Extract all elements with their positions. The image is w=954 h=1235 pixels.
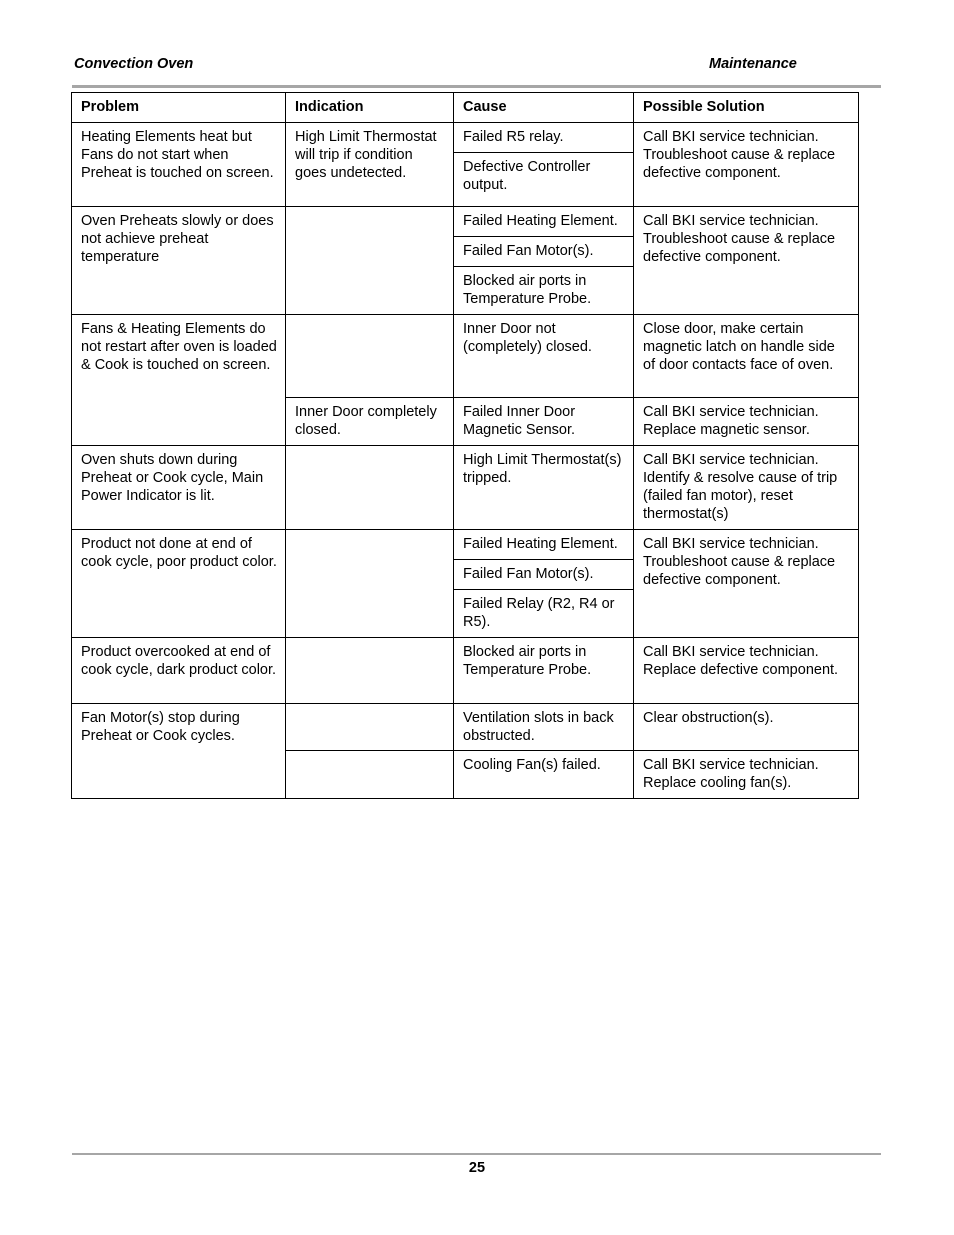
table-row: [72, 704, 859, 751]
table-row: [72, 530, 859, 560]
cause-cell: Blocked air ports in Temperature Probe.: [454, 267, 634, 315]
header-section: Maintenance: [709, 56, 797, 72]
table-row: [72, 123, 859, 153]
cause-cell: Defective Controller output.: [454, 153, 634, 207]
problem-cell: Product overcooked at end of cook cycle, dark product color.: [72, 638, 286, 704]
column-header-problem: Problem: [72, 93, 286, 123]
page-number: 25: [468, 1160, 486, 1176]
cause-cell: Failed Relay (R2, R4 or R5).: [454, 590, 634, 638]
cause-cell: Cooling Fan(s) failed.: [454, 751, 634, 799]
solution-cell: Call BKI service technician. Replace magnetic sensor.: [634, 398, 859, 446]
indication-cell: [286, 638, 454, 704]
table-row: [72, 638, 859, 704]
problem-cell: Oven shuts down during Preheat or Cook cycle, Main Power Indicator is lit.: [72, 446, 286, 530]
solution-cell: Call BKI service technician. Replace defective component.: [634, 638, 859, 704]
solution-cell: Call BKI service technician. Troubleshoot cause & replace defective component.: [634, 207, 859, 315]
problem-cell: Heating Elements heat but Fans do not start when Preheat is touched on screen.: [72, 123, 286, 207]
cause-cell: Failed Fan Motor(s).: [454, 560, 634, 590]
table-row: [72, 207, 859, 237]
cause-cell: Failed Heating Element.: [454, 207, 634, 237]
indication-cell: [286, 315, 454, 398]
table-header-row: [72, 93, 859, 123]
solution-cell: Call BKI service technician. Replace cooling fan(s).: [634, 751, 859, 799]
cause-cell: Blocked air ports in Temperature Probe.: [454, 638, 634, 704]
cause-cell: Failed Fan Motor(s).: [454, 237, 634, 267]
cause-cell: Failed Inner Door Magnetic Sensor.: [454, 398, 634, 446]
cause-cell: Inner Door not (completely) closed.: [454, 315, 634, 398]
footer-divider: [72, 1153, 881, 1155]
header-title: Convection Oven: [74, 56, 194, 72]
troubleshooting-table: [71, 92, 859, 799]
table-row: [72, 315, 859, 398]
cause-cell: Ventilation slots in back obstructed.: [454, 704, 634, 751]
problem-cell: Product not done at end of cook cycle, poor product color.: [72, 530, 286, 638]
solution-cell: Call BKI service technician. Identify & resolve cause of trip (failed fan motor), reset thermostat(s): [634, 446, 859, 530]
cause-cell: High Limit Thermostat(s) tripped.: [454, 446, 634, 530]
indication-cell: Inner Door completely closed.: [286, 398, 454, 446]
solution-cell: Clear obstruction(s).: [634, 704, 859, 751]
indication-cell: [286, 751, 454, 799]
table-row: [72, 446, 859, 530]
indication-cell: [286, 446, 454, 530]
solution-cell: Call BKI service technician. Troubleshoot cause & replace defective component.: [634, 123, 859, 207]
solution-cell: Call BKI service technician. Troubleshoot cause & replace defective component.: [634, 530, 859, 638]
problem-cell: Fan Motor(s) stop during Preheat or Cook cycles.: [72, 704, 286, 799]
indication-cell: [286, 530, 454, 638]
column-header-cause: Cause: [454, 93, 634, 123]
problem-cell: Fans & Heating Elements do not restart after oven is loaded & Cook is touched on screen.: [72, 315, 286, 446]
indication-cell: High Limit Thermostat will trip if condition goes undetected.: [286, 123, 454, 207]
column-header-solution: Possible Solution: [634, 93, 859, 123]
solution-cell: Close door, make certain magnetic latch on handle side of door contacts face of oven.: [634, 315, 859, 398]
header-divider: [72, 85, 881, 88]
cause-cell: Failed R5 relay.: [454, 123, 634, 153]
indication-cell: [286, 704, 454, 751]
indication-cell: [286, 207, 454, 315]
cause-cell: Failed Heating Element.: [454, 530, 634, 560]
problem-cell: Oven Preheats slowly or does not achieve preheat temperature: [72, 207, 286, 315]
column-header-indication: Indication: [286, 93, 454, 123]
